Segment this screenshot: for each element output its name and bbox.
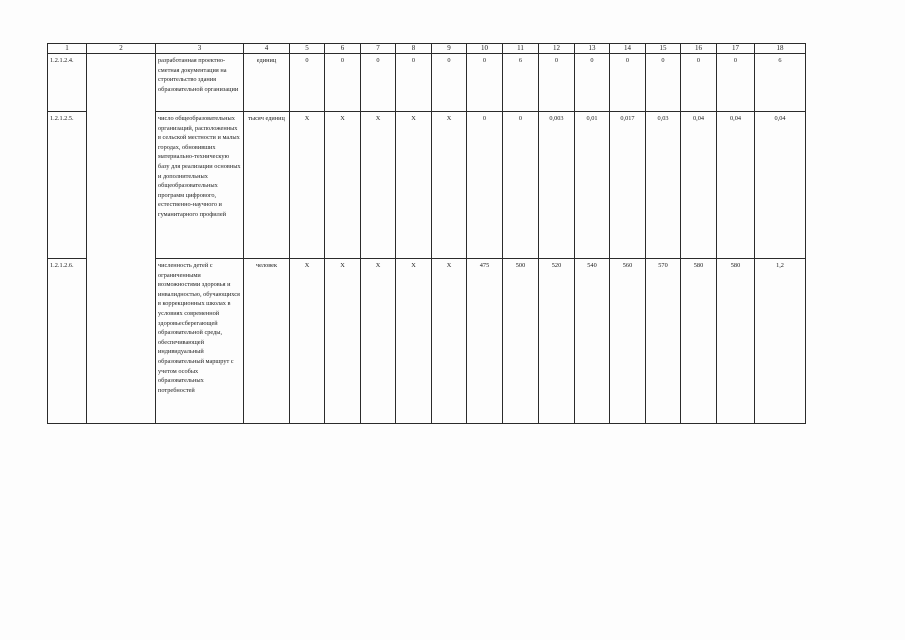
column-number-cell: 12: [539, 44, 575, 54]
column-number-cell: 6: [325, 44, 361, 54]
value-cell: 540: [575, 259, 610, 424]
unit-cell: тысяч единиц: [244, 112, 290, 259]
value-cell: 0,003: [539, 112, 575, 259]
value-cell: 0: [290, 54, 325, 112]
merged-column-2-cell: [87, 54, 156, 424]
row-code: 1.2.1.2.6.: [48, 259, 87, 424]
value-cell: X: [396, 112, 432, 259]
table-row: [48, 259, 806, 424]
value-cell: X: [290, 259, 325, 424]
value-cell: X: [432, 259, 467, 424]
value-cell: 0: [325, 54, 361, 112]
value-cell: 0: [467, 54, 503, 112]
value-cell: 6: [503, 54, 539, 112]
column-number-cell: 11: [503, 44, 539, 54]
unit-cell: человек: [244, 259, 290, 424]
column-number-cell: 18: [755, 44, 806, 54]
value-cell: 0: [432, 54, 467, 112]
column-number-cell: 2: [87, 44, 156, 54]
column-number-cell: 4: [244, 44, 290, 54]
value-cell: X: [396, 259, 432, 424]
indicator-table: [47, 43, 806, 424]
value-cell: 0: [539, 54, 575, 112]
value-cell: 0: [717, 54, 755, 112]
column-number-cell: 13: [575, 44, 610, 54]
value-cell: 0,017: [610, 112, 646, 259]
indicator-description: число общеобразовательных организаций, расположенных в сельской местности и малых городах, обновивших материально-техническую базу для реализации основных и дополнительных общеобразовательных программ цифрового, естественно-научного и гуманитарного профилей: [156, 112, 244, 259]
column-number-cell: 8: [396, 44, 432, 54]
value-cell: 0: [646, 54, 681, 112]
value-cell: 0: [575, 54, 610, 112]
value-cell: 0: [361, 54, 396, 112]
column-number-cell: 7: [361, 44, 396, 54]
value-cell: X: [361, 259, 396, 424]
value-cell: 0,03: [646, 112, 681, 259]
row-code: 1.2.1.2.4.: [48, 54, 87, 112]
value-cell: 560: [610, 259, 646, 424]
value-cell: X: [290, 112, 325, 259]
value-cell: 0: [503, 112, 539, 259]
column-number-cell: 10: [467, 44, 503, 54]
column-number-cell: 5: [290, 44, 325, 54]
indicator-description: разработанная проектно-сметная документация на строительство здания образовательной организации: [156, 54, 244, 112]
column-number-cell: 15: [646, 44, 681, 54]
table-row: [48, 112, 806, 259]
column-number-cell: 17: [717, 44, 755, 54]
value-cell: 0,04: [717, 112, 755, 259]
value-cell: 0: [681, 54, 717, 112]
value-cell: 0: [610, 54, 646, 112]
column-number-cell: 16: [681, 44, 717, 54]
table-row: [48, 54, 806, 112]
value-cell: X: [361, 112, 396, 259]
value-cell: X: [432, 112, 467, 259]
value-cell: 570: [646, 259, 681, 424]
indicator-description: численность детей с ограниченными возможностями здоровья и инвалидностью, обучающихся в коррекционных школах в условиях современной здоровьесберегающей образовательной среды, обеспечивающей индивидуальный образовательный маршрут с учетом особых образовательных потребностей: [156, 259, 244, 424]
value-cell: 0: [467, 112, 503, 259]
value-cell: 0,04: [681, 112, 717, 259]
value-cell: X: [325, 112, 361, 259]
column-number-cell: 9: [432, 44, 467, 54]
value-cell: 475: [467, 259, 503, 424]
column-number-row: [48, 44, 806, 54]
row-code: 1.2.1.2.5.: [48, 112, 87, 259]
column-number-cell: 3: [156, 44, 244, 54]
value-cell: X: [325, 259, 361, 424]
column-number-cell: 1: [48, 44, 87, 54]
value-cell: 520: [539, 259, 575, 424]
column-number-cell: 14: [610, 44, 646, 54]
unit-cell: единиц: [244, 54, 290, 112]
value-cell: 580: [717, 259, 755, 424]
value-cell: 580: [681, 259, 717, 424]
value-cell: 0,01: [575, 112, 610, 259]
value-cell: 0: [396, 54, 432, 112]
value-cell: 500: [503, 259, 539, 424]
value-cell: 0,04: [755, 112, 806, 259]
value-cell: 1,2: [755, 259, 806, 424]
value-cell: 6: [755, 54, 806, 112]
